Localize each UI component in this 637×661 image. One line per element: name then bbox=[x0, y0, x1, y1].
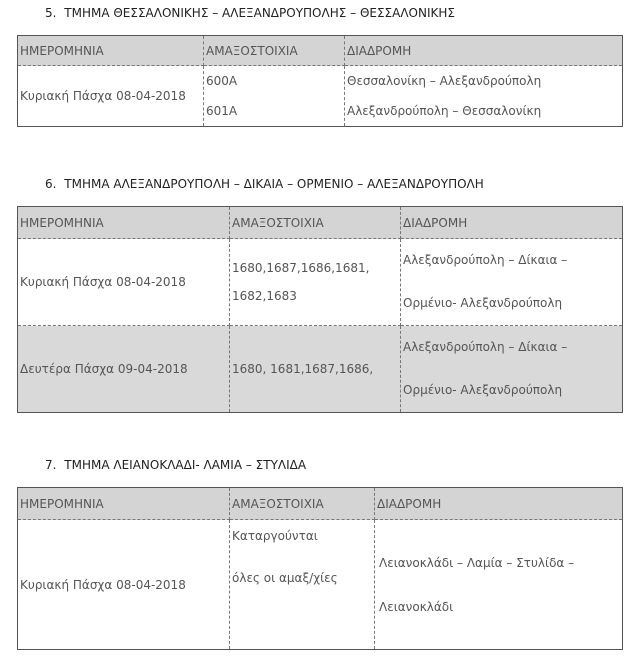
train-number: 601Α bbox=[206, 104, 238, 118]
route-line: Ορμένιο- Αλεξανδρούπολη bbox=[403, 383, 563, 397]
section-number: 6. bbox=[45, 177, 57, 191]
row-trains bbox=[230, 520, 375, 650]
train-note: Καταργούνται bbox=[232, 529, 318, 543]
train-number: 1680,1687,1686,1681, bbox=[232, 261, 370, 275]
route-line: Θεσσαλονίκη – Αλεξανδρούπολη bbox=[347, 74, 542, 88]
table-row bbox=[18, 66, 623, 127]
row-date: Κυριακή Πάσχα 08-04-2018 bbox=[18, 239, 230, 326]
route-line: Αλεξανδρούπολη – Δίκαια – bbox=[403, 253, 568, 267]
schedule-table-6 bbox=[17, 206, 623, 413]
row-routes bbox=[345, 66, 623, 127]
table-row bbox=[18, 239, 623, 326]
header-route: ΔΙΑΔΡΟΜΗ bbox=[345, 36, 623, 66]
table-row bbox=[18, 520, 623, 650]
route-line: Ορμένιο- Αλεξανδρούπολη bbox=[403, 296, 563, 310]
schedule-table-7 bbox=[17, 487, 623, 650]
table-header-row bbox=[18, 488, 623, 520]
section-title: ΤΜΗΜΑ ΘΕΣΣΑΛΟΝΙΚΗΣ – ΑΛΕΞΑΝΔΡΟΥΠΟΛΗΣ – ΘΕΣΣΑΛΟΝΙΚΗΣ bbox=[64, 6, 455, 20]
table-row bbox=[18, 326, 623, 413]
table-header-row bbox=[18, 36, 623, 66]
row-date: Δευτέρα Πάσχα 09-04-2018 bbox=[18, 326, 230, 413]
row-date: Κυριακή Πάσχα 08-04-2018 bbox=[18, 520, 230, 650]
header-date: ΗΜΕΡΟΜΗΝΙΑ bbox=[18, 36, 204, 66]
train-number: 600Α bbox=[206, 74, 238, 88]
row-trains bbox=[230, 326, 401, 413]
section-number: 5. bbox=[45, 6, 57, 20]
header-route: ΔΙΑΔΡΟΜΗ bbox=[401, 207, 623, 239]
header-route: ΔΙΑΔΡΟΜΗ bbox=[375, 488, 623, 520]
row-trains bbox=[230, 239, 401, 326]
row-trains bbox=[204, 66, 345, 127]
schedule-table-5 bbox=[17, 35, 623, 127]
row-date: Κυριακή Πάσχα 08-04-2018 bbox=[18, 66, 204, 127]
section-number: 7. bbox=[45, 458, 57, 472]
row-routes bbox=[375, 520, 623, 650]
row-routes bbox=[401, 239, 623, 326]
section-title: ΤΜΗΜΑ ΑΛΕΞΑΝΔΡΟΥΠΟΛΗ – ΔΙΚΑΙΑ – ΟΡΜΕΝΙΟ – ΑΛΕΞΑΝΔΡΟΥΠΟΛΗ bbox=[64, 177, 484, 191]
route-line: Αλεξανδρούπολη – Θεσσαλονίκη bbox=[347, 104, 542, 118]
train-number: 1680, 1681,1687,1686, bbox=[232, 362, 374, 376]
row-routes bbox=[401, 326, 623, 413]
route-line: Λειανοκλάδι – Λαμία – Στυλίδα – bbox=[379, 555, 575, 570]
header-date: ΗΜΕΡΟΜΗΝΙΑ bbox=[18, 207, 230, 239]
header-trains: ΑΜΑΞΟΣΤΟΙΧΙΑ bbox=[230, 488, 375, 520]
route-line: Λειανοκλάδι bbox=[379, 599, 454, 614]
section-6-heading bbox=[45, 177, 484, 191]
section-5-heading bbox=[45, 6, 455, 20]
train-note: όλες οι αμαξ/χίες bbox=[232, 571, 338, 585]
train-number: 1682,1683 bbox=[232, 289, 297, 303]
header-trains: ΑΜΑΞΟΣΤΟΙΧΙΑ bbox=[230, 207, 401, 239]
header-trains: ΑΜΑΞΟΣΤΟΙΧΙΑ bbox=[204, 36, 345, 66]
section-title: ΤΜΗΜΑ ΛΕΙΑΝΟΚΛΑΔΙ- ΛΑΜΙΑ – ΣΤΥΛΙΔΑ bbox=[64, 458, 307, 472]
table-header-row bbox=[18, 207, 623, 239]
header-date: ΗΜΕΡΟΜΗΝΙΑ bbox=[18, 488, 230, 520]
section-7-heading bbox=[45, 458, 306, 472]
route-line: Αλεξανδρούπολη – Δίκαια – bbox=[403, 340, 568, 354]
